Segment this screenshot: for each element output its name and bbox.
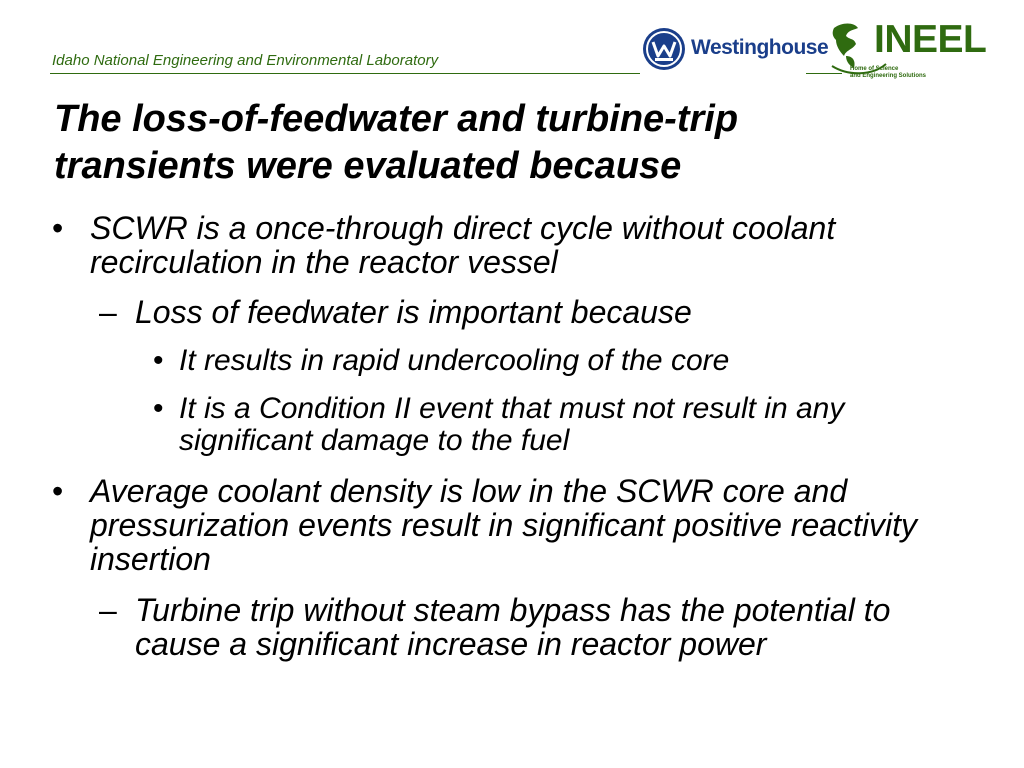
- slide-title-line2: transients were evaluated because: [54, 145, 682, 187]
- westinghouse-w-emblem-icon: [641, 26, 687, 72]
- bullet-text: SCWR is a once-through direct cycle without coolant recirculation in the reactor vessel: [90, 210, 836, 280]
- bullet-item: [52, 473, 970, 577]
- westinghouse-logo: [641, 24, 829, 76]
- sub-sub-bullet-marker: •: [153, 344, 164, 377]
- slide-title-line1: The loss-of-feedwater and turbine-trip: [54, 98, 739, 140]
- sub-sub-bullet-marker: •: [153, 392, 164, 425]
- sub-bullet-marker: –: [99, 294, 117, 330]
- sub-bullet-marker: –: [99, 592, 117, 628]
- sub-sub-bullet-item: [153, 392, 970, 457]
- sub-bullet-text: Loss of feedwater is important because: [135, 294, 692, 330]
- sub-bullet-item: [99, 294, 970, 330]
- bullet-text: Average coolant density is low in the SCWR core and pressurization events result in significant positive reactivity insertion: [90, 473, 918, 577]
- ineel-tagline-line1: Home of Science: [850, 66, 899, 72]
- bullet-list: [0, 211, 1024, 661]
- ineel-tagline-line2: and Engineering Solutions: [850, 73, 927, 79]
- header-organization: Idaho National Engineering and Environmental Laboratory: [52, 52, 439, 69]
- bullet-marker: •: [52, 473, 64, 509]
- header-divider: [50, 73, 640, 74]
- ineel-wordmark: INEEL: [874, 18, 987, 61]
- sub-sub-bullet-text: It results in rapid undercooling of the core: [179, 344, 730, 377]
- sub-bullet-item: [99, 592, 970, 662]
- ineel-tagline: [850, 66, 926, 80]
- sub-sub-bullet-item: [153, 344, 970, 377]
- westinghouse-wordmark: Westinghouse: [691, 36, 829, 59]
- sub-bullet-text: Turbine trip without steam bypass has the potential to cause a significant increase in reactor power: [135, 592, 891, 662]
- bullet-marker: •: [52, 210, 64, 246]
- slide-title: [54, 96, 984, 190]
- ineel-logo: [828, 18, 987, 80]
- sub-sub-bullet-text: It is a Condition II event that must not result in any significant damage to the fuel: [179, 392, 845, 457]
- bullet-item: [52, 210, 970, 280]
